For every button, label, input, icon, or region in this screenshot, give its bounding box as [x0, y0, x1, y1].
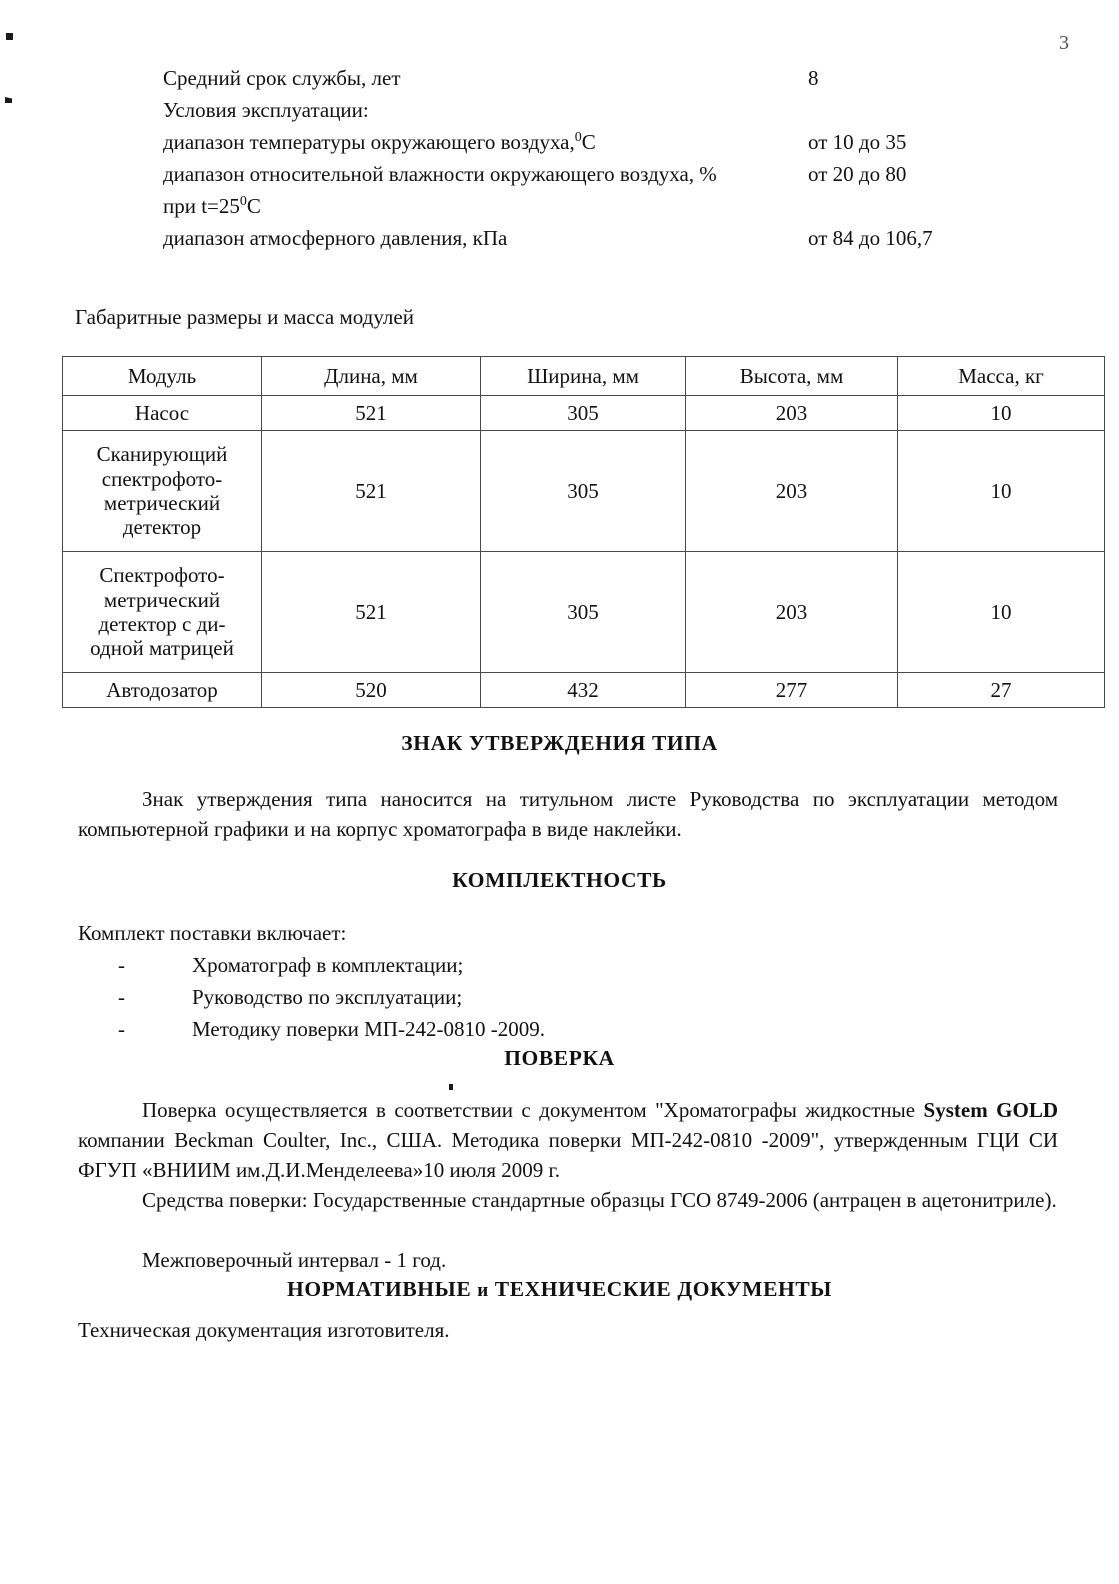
- spec-label: при t=25: [163, 194, 240, 218]
- spec-row: [163, 62, 1063, 94]
- table-cell-length: 521: [262, 431, 481, 552]
- table-cell-height: 203: [686, 396, 898, 431]
- spec-row: [163, 222, 1063, 254]
- section-intro-komplektnost: Комплект поставки включает:: [78, 921, 347, 945]
- list-item: [78, 981, 978, 1013]
- table-cell-height: 203: [686, 552, 898, 673]
- table-header-cell: Масса, кг: [898, 357, 1105, 396]
- scan-artifact-speck: [5, 97, 12, 103]
- scan-artifact-speck: [449, 1084, 453, 1090]
- table-caption: Габаритные размеры и масса модулей: [75, 305, 414, 329]
- section-heading-poverka: ПОВЕРКА: [504, 1046, 615, 1070]
- table-cell-height: 277: [686, 673, 898, 708]
- list-item: [78, 949, 978, 981]
- table-header-cell: Высота, мм: [686, 357, 898, 396]
- bullet-dash-icon: -: [118, 1017, 125, 1041]
- product-name-bold: System GOLD: [923, 1098, 1058, 1122]
- komplektnost-list: [78, 949, 978, 1045]
- spec-unit: С: [246, 194, 261, 218]
- list-item-label: Методику поверки МП-242-0810 -2009.: [192, 1017, 545, 1041]
- module-name-line: спектрофото-: [101, 466, 223, 491]
- table-header-cell: Длина, мм: [262, 357, 481, 396]
- page-number: 3: [1059, 32, 1069, 54]
- paragraph-text: Межповерочный интервал - 1 год.: [142, 1248, 447, 1272]
- spec-value: от 84 до 106,7: [808, 226, 933, 250]
- spec-value: от 20 до 80: [808, 162, 907, 186]
- paragraph-text: Средства поверки: Государственные стандартные образцы ГСО 8749-2006 (антрацен в ацетонитриле).: [142, 1188, 1057, 1212]
- table-cell-width: 305: [481, 431, 686, 552]
- module-name-line: одной матрицей: [90, 636, 234, 661]
- heading-part-1: НОРМАТИВНЫЕ: [287, 1277, 478, 1301]
- table-cell-module: [63, 552, 262, 673]
- spec-value: 8: [808, 66, 819, 90]
- specifications-block: [163, 62, 1063, 254]
- bullet-dash-icon: -: [118, 953, 125, 977]
- module-name-line: метрический: [103, 587, 221, 612]
- table-header-row: [63, 357, 1105, 396]
- heading-conjunction: и: [477, 1280, 489, 1301]
- table-cell-module: Автодозатор: [63, 673, 262, 708]
- table-cell-height: 203: [686, 431, 898, 552]
- spec-label: диапазон относительной влажности окружающего воздуха, %: [163, 162, 717, 186]
- spec-value: от 10 до 35: [808, 130, 907, 154]
- table-cell-mass: 10: [898, 396, 1105, 431]
- table-header-cell: Модуль: [63, 357, 262, 396]
- scan-artifact-speck: [6, 33, 13, 40]
- section-heading-komplektnost: КОМПЛЕКТНОСТЬ: [452, 868, 667, 892]
- table-cell-module: [63, 431, 262, 552]
- section-paragraph-poverka-1: [78, 1095, 1058, 1185]
- spec-row: [163, 158, 1063, 190]
- table-cell-length: 521: [262, 552, 481, 673]
- section-heading-normative: [0, 1277, 1119, 1302]
- spec-label: диапазон атмосферного давления, кПа: [163, 226, 508, 250]
- section-paragraph-normative: Техническая документация изготовителя.: [78, 1318, 450, 1342]
- table-cell-mass: 10: [898, 431, 1105, 552]
- paragraph-text: Знак утверждения типа наносится на титульном листе Руководства по эксплуатации методом компьютерной графики и на корпус хроматографа в виде наклейки.: [78, 787, 1058, 841]
- degree-superscript: 0: [239, 194, 247, 209]
- section-paragraph-znak: [78, 784, 1058, 844]
- module-name-lines: [67, 563, 257, 660]
- table-header-cell: Ширина, мм: [481, 357, 686, 396]
- table-row: [63, 552, 1105, 673]
- list-item-label: Хроматограф в комплектации;: [192, 953, 464, 977]
- table-cell-length: 521: [262, 396, 481, 431]
- spec-label: Условия эксплуатации:: [163, 98, 369, 122]
- dimensions-table: [62, 356, 1105, 708]
- spec-row: [163, 94, 1063, 126]
- bullet-dash-icon: -: [118, 985, 125, 1009]
- module-name-lines: [67, 442, 257, 539]
- table-cell-width: 305: [481, 552, 686, 673]
- module-name-line: детектор: [122, 515, 202, 540]
- spec-row: [163, 126, 1063, 158]
- table-row: [63, 673, 1105, 708]
- table-cell-module: Насос: [63, 396, 262, 431]
- list-item-label: Руководство по эксплуатации;: [192, 985, 463, 1009]
- section-paragraph-poverka-3: [78, 1245, 1058, 1275]
- module-name-line: метрический: [103, 491, 221, 515]
- table-row: [63, 431, 1105, 552]
- spec-row: [163, 190, 1063, 222]
- table-cell-mass: 10: [898, 552, 1105, 673]
- table-cell-width: 305: [481, 396, 686, 431]
- paragraph-text-after-bold: компании Beckman Coulter, Inc., США. Методика поверки МП-242-0810 -2009", утвержденным ГЦИ СИ ФГУП «ВНИИМ им.Д.И.Менделеева»10 июля 2009 г.: [78, 1128, 1058, 1182]
- module-name-line: Сканирующий: [96, 442, 228, 467]
- list-item: [78, 1013, 978, 1045]
- spec-unit: С: [581, 130, 596, 154]
- spec-label: Средний срок службы, лет: [163, 66, 401, 90]
- module-name-line: детектор с ди-: [98, 612, 226, 636]
- table-cell-mass: 27: [898, 673, 1105, 708]
- section-paragraph-poverka-2: [78, 1185, 1058, 1215]
- table-cell-width: 432: [481, 673, 686, 708]
- section-heading-znak: ЗНАК УТВЕРЖДЕНИЯ ТИПА: [401, 731, 718, 755]
- paragraph-text-before-bold: Поверка осуществляется в соответствии с документом "Хроматографы жидкостные: [142, 1098, 924, 1122]
- table-cell-length: 520: [262, 673, 481, 708]
- degree-superscript: 0: [574, 130, 582, 145]
- table-row: [63, 396, 1105, 431]
- module-name-line: Спектрофото-: [99, 563, 225, 588]
- heading-part-2: ТЕХНИЧЕСКИЕ ДОКУМЕНТЫ: [488, 1277, 832, 1301]
- spec-label: диапазон температуры окружающего воздуха,: [163, 130, 575, 154]
